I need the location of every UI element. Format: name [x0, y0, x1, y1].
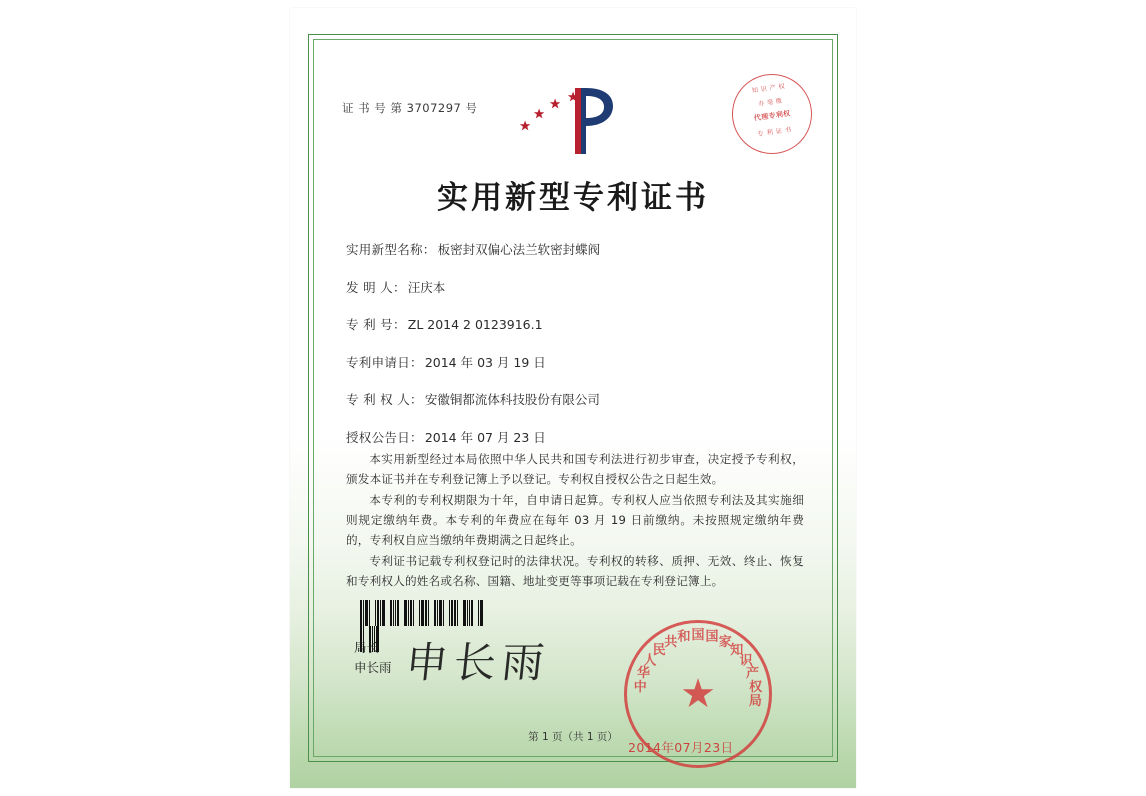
- paragraph: 本专利的专利权期限为十年，自申请日起算。专利权人应当依照专利法及其实施细则规定缴纳年费。本专利的年费应在每年 03 月 19 日前缴纳。未按照规定缴纳年费的，专利权自应当缴纳年费期满之日起终止。: [346, 492, 804, 547]
- certificate-fields: [346, 240, 808, 465]
- field-row: [346, 353, 808, 371]
- director-label: 局长: [354, 640, 380, 655]
- paragraph: 本实用新型经过本局依照中华人民共和国专利法进行初步审查，决定授予专利权，颁发本证书并在专利登记簿上予以登记。专利权自授权公告之日起生效。: [346, 452, 804, 486]
- certificate-body-text: [346, 450, 804, 593]
- field-value: 板密封双偏心法兰软密封蝶阀: [437, 242, 601, 257]
- field-row: [346, 428, 808, 446]
- field-label: 专 利 号：: [346, 317, 406, 332]
- star-icon: ★: [680, 671, 716, 716]
- national-seal-text: 中 华 人 民 共 和 国 国 家 知 识 产 权 局: [633, 628, 763, 710]
- field-label: 授权公告日：: [346, 429, 423, 445]
- field-value: 安徽铜都流体科技股份有限公司: [424, 392, 600, 407]
- field-label: 专 利 权 人：: [346, 392, 423, 407]
- field-value: ZL 2014 2 0123916.1: [407, 317, 543, 332]
- field-label: 实用新型名称：: [346, 242, 436, 257]
- field-row: [346, 278, 808, 296]
- field-value: 汪庆本: [407, 279, 446, 295]
- agency-seal: [727, 69, 817, 159]
- barcode: [360, 600, 484, 626]
- field-label: 发 明 人：: [346, 279, 406, 295]
- certificate-number: 证 书 号 第 3707297 号: [342, 101, 478, 115]
- field-value: 2014 年 03 月 19 日: [424, 354, 546, 370]
- field-row: [346, 390, 808, 408]
- agency-seal-line-1: 知 识 产 权: [751, 82, 786, 95]
- field-value: 2014 年 07 月 23 日: [424, 429, 546, 445]
- page-title: 实用新型专利证书: [437, 180, 709, 216]
- page-footer: 第 1 页（共 1 页）: [528, 731, 618, 743]
- director-name: 申长雨: [354, 660, 392, 675]
- patent-certificate: [290, 8, 856, 788]
- director-signature: 申长雨: [403, 638, 553, 687]
- agency-seal-line-3: 代理专利权: [753, 109, 792, 123]
- field-label: 专利申请日：: [346, 354, 423, 370]
- field-row: [346, 240, 808, 258]
- certificate-content: [324, 52, 822, 755]
- agency-seal-line-4: 专 利 证 书: [756, 125, 793, 139]
- director-block: [354, 638, 392, 678]
- agency-seal-line-2: 办 毫 缴: [758, 97, 783, 108]
- patent-office-logo-icon: [518, 82, 628, 162]
- paragraph: 专利证书记载专利权登记时的法律状况。专利权的转移、质押、无效、终止、恢复和专利权人的姓名或名称、国籍、地址变更等事项记载在专利登记簿上。: [346, 553, 804, 588]
- seal-date: 2014年07月23日: [628, 740, 734, 755]
- field-row: [346, 315, 808, 333]
